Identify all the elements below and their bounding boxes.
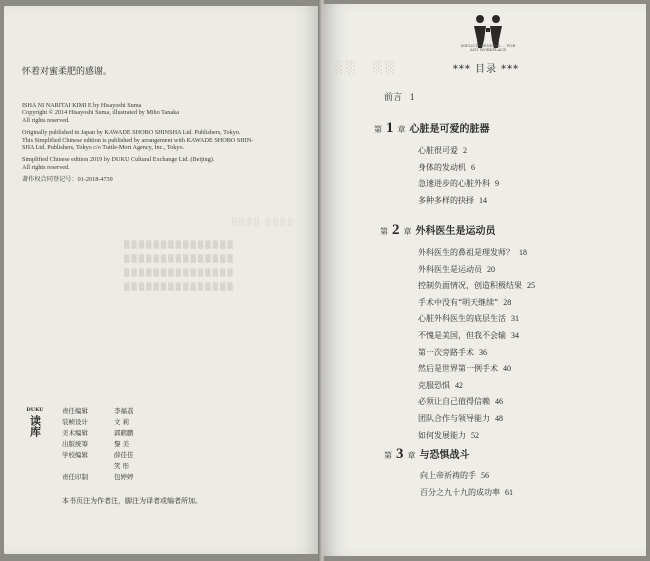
toc-entry <box>418 411 535 428</box>
credit-role: 美术编辑 <box>62 429 88 437</box>
entry-page: 52 <box>471 430 479 440</box>
copyright-line: Copyright © 2014 Hisayoshi Suma, illustrated by Miho Tanaka <box>22 109 179 117</box>
entry-page: 6 <box>471 162 475 172</box>
credit-row <box>62 428 134 439</box>
chapter-prefix: 第 <box>374 125 382 134</box>
footnote-note: 本书页注为作者注，脚注为译者或编者所加。 <box>62 497 202 505</box>
chapter-heading-3 <box>384 446 470 463</box>
chapter-number: 3 <box>396 446 404 462</box>
chapter-title: 外科医生是运动员 <box>415 226 496 237</box>
show-through-text: ░░ ░░ <box>334 60 398 74</box>
chapter-suffix: 章 <box>403 227 412 236</box>
credit-role: 责任编辑 <box>62 407 88 415</box>
entry-title: 克服恐惧 <box>418 380 450 390</box>
copyright-line: SHA Ltd. Publishers, Tokyo c/o Tuttle-Mori Agency, Inc., Tokyo. <box>22 144 185 152</box>
publisher-logo-name: 读库 <box>28 415 42 437</box>
credit-role: 责任印制 <box>62 473 88 481</box>
publisher-logo-small: DUKU <box>26 407 44 413</box>
registration-number: 著作权合同登记号：01-2018-4739 <box>22 176 113 184</box>
toc-entry <box>418 176 499 193</box>
show-through-text: ▒▒▒▒▒▒▒▒▒▒▒▒▒▒▒ ▒▒▒▒▒▒▒▒▒▒▒▒▒▒▒ ▒▒▒▒▒▒▒▒▒▒▒▒▒▒▒ ▒▒▒▒▒▒▒▒▒▒▒▒▒▒▒ <box>124 241 235 291</box>
entry-page: 36 <box>479 347 487 357</box>
toc-entry <box>418 428 535 445</box>
copyright-line: All rights reserved. <box>22 116 70 124</box>
toc-preface <box>384 90 414 103</box>
entry-title: 身体的发动机 <box>418 162 466 172</box>
entry-title: 心脏很可爱 <box>418 146 458 155</box>
chapter-prefix: 第 <box>384 451 392 460</box>
chapter-title: 与恐惧战斗 <box>419 450 470 461</box>
toc-entry <box>418 394 535 411</box>
chapter-suffix: 章 <box>397 125 406 134</box>
toc-entry <box>420 485 513 502</box>
toc-entry <box>418 361 535 378</box>
credit-name: 郭鹤鹏 <box>114 429 134 437</box>
entry-title: 心脏外科医生的底层生活 <box>418 314 506 324</box>
chapter-3-entries <box>420 468 513 501</box>
copyright-line: This Simplified Chinese edition is published by arrangement with KAWADE SHOBO SHIN- <box>22 136 254 144</box>
entry-title: 不愧是美国，但我不会输 <box>418 330 506 340</box>
entry-page: 14 <box>479 195 487 205</box>
toc-entry <box>420 468 513 485</box>
toc-title: *** 目录 *** <box>452 64 520 75</box>
entry-page: 2 <box>463 146 467 155</box>
entry-page: 34 <box>511 330 519 340</box>
toc-entry <box>418 295 535 312</box>
credit-row <box>62 417 134 428</box>
credit-role: 学校编辑 <box>62 451 88 459</box>
toc-entry <box>418 143 499 160</box>
entry-title: 如何发展能力 <box>418 430 466 440</box>
credit-row <box>62 461 134 472</box>
entry-title: 百分之九十九的成功率 <box>420 487 500 497</box>
entry-page: 40 <box>503 364 511 374</box>
entry-page: 48 <box>495 413 503 423</box>
toc-entry <box>418 193 499 210</box>
entry-page: 25 <box>527 281 535 291</box>
credits-list <box>62 406 134 483</box>
credit-row <box>62 406 134 417</box>
entry-title: 必须让自己值得信赖 <box>418 397 490 407</box>
toc-entry <box>418 160 499 177</box>
entry-title: 团队合作与领导能力 <box>418 413 490 423</box>
entry-title: 急速进步的心脏外科 <box>418 179 490 189</box>
credit-name: 黎 美 <box>114 440 130 448</box>
entry-page: 42 <box>455 380 463 390</box>
chapter-title: 心脏是可爱的脏器 <box>409 124 490 135</box>
left-page <box>4 6 322 554</box>
chapter-number: 2 <box>392 222 400 238</box>
dedication: 怀着对蜜柔肥的感谢。 <box>22 67 113 77</box>
preface-page: 1 <box>409 92 415 102</box>
credit-role: 出版统筹 <box>62 440 88 448</box>
chapter-suffix: 章 <box>407 451 416 460</box>
entry-title: 外科医生是运动员 <box>418 264 482 274</box>
publisher-logo <box>24 406 46 437</box>
chapter-2-entries <box>418 245 535 444</box>
toc-entry <box>418 328 535 345</box>
credit-role: 装帧设计 <box>62 418 88 426</box>
copyright-line: Originally published in Japan by KAWADE SHOBO SHINSHA Ltd. Publishers, Tokyo. <box>22 129 241 137</box>
entry-page: 20 <box>487 264 495 274</box>
credit-role <box>62 461 104 472</box>
entry-page: 9 <box>495 179 499 189</box>
entry-page: 28 <box>503 297 512 307</box>
credit-row <box>62 472 134 483</box>
copyright-line: All rights reserved. <box>22 163 70 171</box>
credit-name: 笑 彤 <box>114 462 130 470</box>
copyright-line: ISHA NI NARITAI KIMI E by Hisayoshi Suma <box>22 102 142 109</box>
chapter-heading-2 <box>380 222 496 239</box>
entry-title: 多种多样的抉择 <box>418 195 474 205</box>
toc-entry <box>418 378 535 395</box>
preface-label: 前言 <box>384 93 403 103</box>
toc-entry <box>418 262 535 279</box>
chapter-1-entries <box>418 143 499 209</box>
credit-name: 薛佳佳 <box>114 451 134 459</box>
entry-page: 18 <box>519 248 527 257</box>
entry-page: 61 <box>505 487 513 497</box>
entry-title: 第一次旁路手术 <box>418 347 474 357</box>
credit-name: 文 莉 <box>114 418 130 426</box>
entry-page: 31 <box>511 314 519 324</box>
copyright-line: Simplified Chinese edition 2019 by DUKU Cultural Exchange Ltd. (Beijing). <box>22 156 215 164</box>
credit-name: 包婷婷 <box>114 473 134 481</box>
chapter-heading-1 <box>374 120 490 137</box>
chapter-number: 1 <box>386 120 394 136</box>
chapter-prefix: 第 <box>380 227 388 236</box>
toc-entry <box>418 278 535 295</box>
credit-name: 李福荔 <box>114 407 134 415</box>
entry-title: 向上帝祈祷的手 <box>420 471 476 480</box>
entry-page: 46 <box>495 397 503 407</box>
entry-title: 手术中没有“明天继续” <box>418 297 499 307</box>
toc-entry <box>418 345 535 362</box>
credit-row <box>62 450 134 461</box>
entry-title: 控制负面情况，创造积极结果 <box>418 281 522 291</box>
credit-row <box>62 439 134 450</box>
copyright-block <box>22 102 314 189</box>
toc-entry <box>418 245 535 262</box>
logo-caption: IMPLICIT GENERAL ... FOR ANY WORKPLACE <box>460 43 516 53</box>
entry-page: 56 <box>481 471 489 480</box>
entry-title: 外科医生的鼻祖是理发师？ <box>418 248 514 257</box>
show-through-text: ░░░░ ░░░░ <box>232 218 296 226</box>
toc-entry <box>418 311 535 328</box>
entry-title: 然后是世界第一例手术 <box>418 364 498 374</box>
